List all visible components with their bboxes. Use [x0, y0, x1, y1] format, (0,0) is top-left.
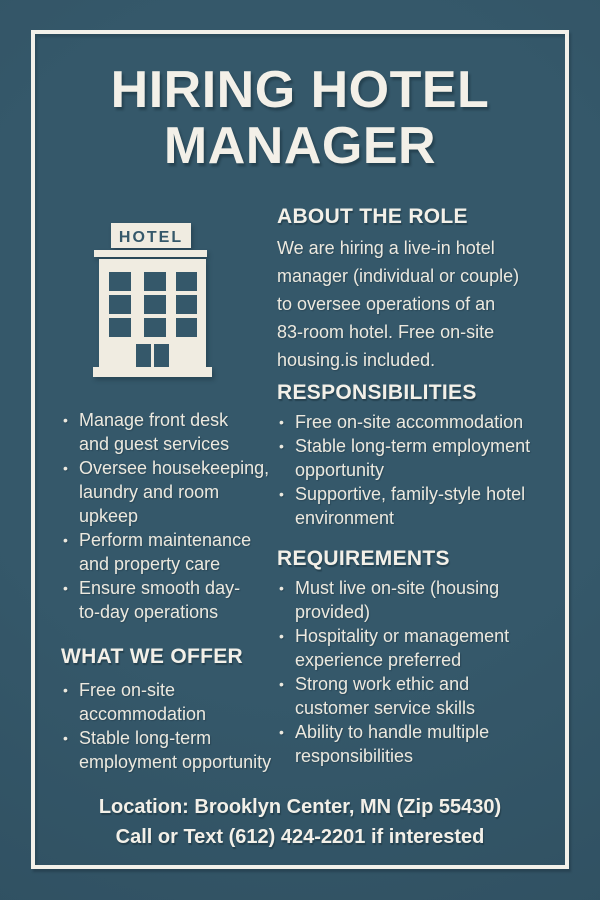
duties-list [61, 408, 277, 624]
poster-content [35, 34, 565, 865]
list-item [61, 678, 277, 726]
hotel-windows [109, 272, 197, 337]
list-item-line: and property care [79, 554, 221, 574]
list-item-line: • Ability to handle multiple [295, 722, 490, 742]
list-item [61, 726, 277, 774]
list-item-line: • Manage front desk [79, 410, 229, 430]
section-heading-about-the-role: ABOUT THE ROLE [277, 205, 468, 228]
section-heading-responsibilities: RESPONSIBILITIES [277, 381, 477, 404]
paragraph-line: to oversee operations of an [277, 294, 496, 314]
list-item [277, 482, 539, 530]
list-item-line: • Stable long-term employment [295, 436, 531, 456]
list-item [277, 410, 539, 434]
title-line-2: MANAGER [163, 117, 437, 175]
list-item-line: responsibilities [295, 746, 414, 766]
list-item [277, 576, 539, 624]
requirements-list [277, 576, 539, 768]
responsibilities-list [277, 410, 539, 530]
list-item-line: upkeep [79, 506, 139, 526]
list-item-line: provided) [295, 602, 371, 622]
list-item [61, 528, 277, 576]
list-item-line: • Perform maintenance [79, 530, 252, 550]
list-item-line: • Ensure smooth day- [79, 578, 241, 598]
list-item-line: experience preferred [295, 650, 462, 670]
hotel-icon [93, 223, 212, 377]
list-item [277, 672, 539, 720]
hotel-base [93, 367, 212, 377]
list-item-line: • Free on-site [79, 680, 176, 700]
phone-text: Call or Text (612) 424-2201 if interested [115, 826, 485, 848]
list-item-line: laundry and room [79, 482, 220, 502]
right-column [277, 204, 539, 774]
title-line-1: HIRING HOTEL [110, 61, 490, 119]
list-item-line: environment [295, 508, 395, 528]
columns [35, 204, 565, 774]
list-item [61, 456, 277, 528]
section-heading-what-we-offer: WHAT WE OFFER [61, 645, 243, 668]
contact-info [35, 792, 565, 852]
section-heading-requirements: REQUIREMENTS [277, 547, 450, 570]
page-title [35, 62, 565, 174]
list-item-line: • Must live on-site (housing [295, 578, 500, 598]
list-item [277, 624, 539, 672]
list-item-line: accommodation [79, 704, 207, 724]
left-column [61, 204, 277, 774]
list-item-line: • Oversee housekeeping, [79, 458, 270, 478]
paragraph-line: manager (individual or couple) [277, 266, 520, 286]
list-item-line: • Supportive, family-style hotel [295, 484, 526, 504]
list-item-line: and guest services [79, 434, 230, 454]
list-item-line: • Strong work ethic and [295, 674, 470, 694]
list-item-line: customer service skills [295, 698, 476, 718]
list-item-line: opportunity [295, 460, 385, 480]
hotel-sign-label: HOTEL [118, 229, 184, 246]
list-item-line: • Hospitality or management [295, 626, 510, 646]
list-item [61, 408, 277, 456]
hotel-ledge [94, 250, 207, 257]
list-item [61, 576, 277, 624]
list-item-line: • Stable long-term [79, 728, 212, 748]
list-item [277, 720, 539, 768]
list-item-line: employment opportunity [79, 752, 272, 772]
location-text: Location: Brooklyn Center, MN (Zip 55430) [98, 796, 502, 818]
paragraph-line: housing.is included. [277, 350, 436, 370]
paragraph-line: We are hiring a live-in hotel [277, 238, 495, 258]
offer-list [61, 678, 277, 774]
list-item-line: to-day operations [79, 602, 219, 622]
about-paragraph [277, 234, 539, 374]
list-item-line: • Free on-site accommodation [295, 412, 524, 432]
paragraph-line: 83-room hotel. Free on-site [277, 322, 495, 342]
list-item [277, 434, 539, 482]
